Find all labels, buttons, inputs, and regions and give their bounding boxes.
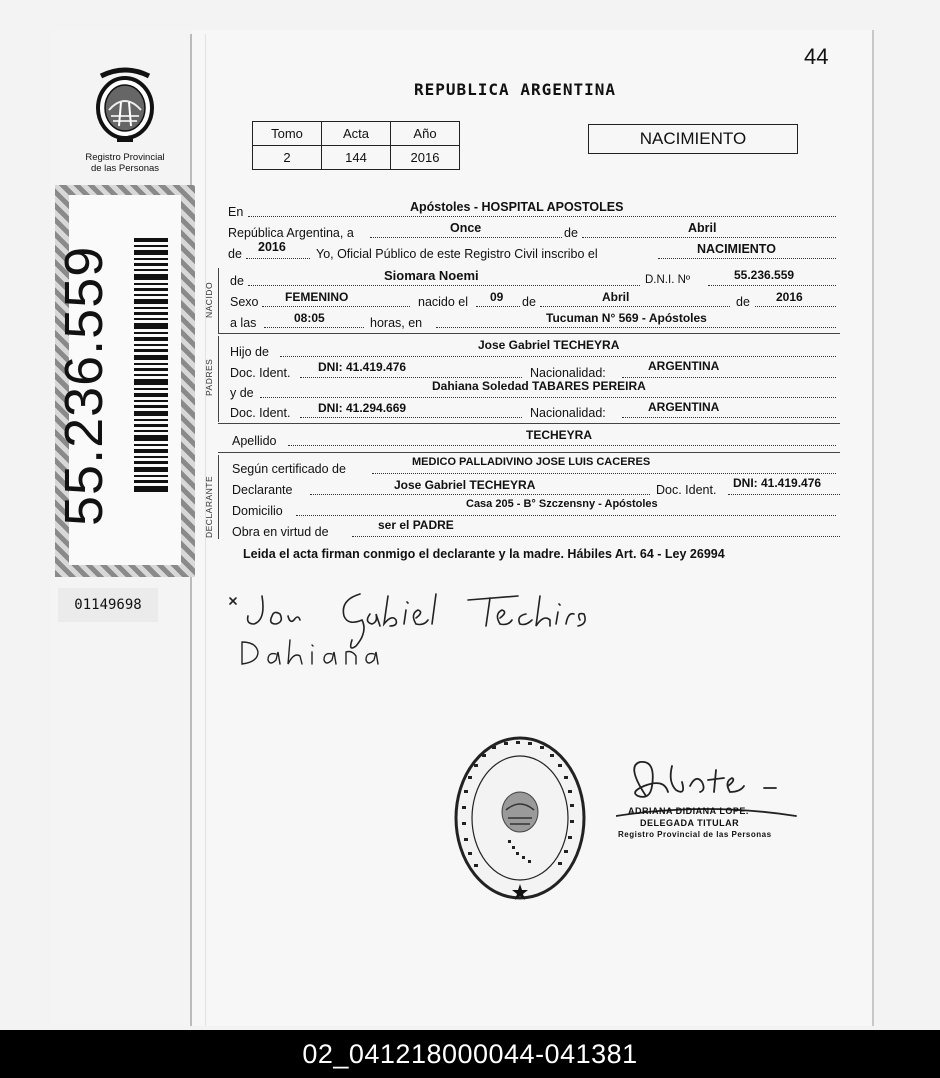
header-tomo: Tomo	[253, 122, 322, 146]
dots-apellido	[288, 445, 836, 446]
dots-dni	[708, 285, 836, 286]
section-label-declarante: DECLARANTE	[204, 475, 214, 538]
label-hijo-de: Hijo de	[230, 345, 269, 359]
dots-sexo	[262, 306, 410, 307]
dots-obra	[352, 536, 840, 537]
dots-certificado	[372, 473, 836, 474]
dots-madre	[260, 397, 836, 398]
label-obra: Obra en virtud de	[232, 525, 329, 539]
value-domicilio: Casa 205 - B° Szczensny - Apóstoles	[466, 498, 658, 510]
serial-number: 01149698	[58, 588, 158, 622]
dots-dia	[370, 237, 562, 238]
label-domicilio: Domicilio	[232, 504, 283, 518]
label-apellido: Apellido	[232, 434, 277, 448]
value-madre: Dahiana Soledad TABARES PEREIRA	[432, 379, 646, 393]
dots-tipo	[658, 258, 836, 259]
label-oficial: Yo, Oficial Público de este Registro Civil inscribo el	[316, 247, 598, 261]
label-de-mes: de	[564, 226, 578, 240]
label-declarante: Declarante	[232, 483, 293, 497]
dots-madre-nac	[622, 417, 836, 418]
value-madre-nac: ARGENTINA	[648, 400, 720, 414]
dots-declarante-dni	[728, 494, 840, 495]
label-de-year: de	[228, 247, 242, 261]
value-declarante-dni: DNI: 41.419.476	[733, 476, 822, 490]
divider-padres	[218, 423, 840, 424]
dots-madre-dni	[300, 417, 522, 418]
value-padre: Jose Gabriel TECHEYRA	[478, 338, 620, 352]
officer-name: ADRIANA DIDIANA LOPE.	[628, 806, 749, 816]
value-tipo: NACIMIENTO	[697, 242, 776, 256]
provincial-seal-icon	[91, 66, 159, 148]
value-dni: 55.236.559	[734, 268, 795, 282]
label-doc-ident-declarante: Doc. Ident.	[656, 483, 717, 497]
section-label-nacido: NACIDO	[204, 281, 214, 318]
officer-office: Registro Provincial de las Personas	[618, 830, 772, 839]
registry-round-stamp	[450, 732, 590, 904]
value-nombre: Siomara Noemi	[384, 268, 479, 283]
dots-nombre	[248, 285, 640, 286]
registry-table	[252, 121, 460, 170]
value-dia-nac: 09	[490, 290, 504, 304]
dots-anio-nac	[755, 306, 836, 307]
value-lugar: Apóstoles - HOSPITAL APOSTOLES	[410, 200, 624, 214]
label-dni: D.N.I. Nº	[645, 274, 691, 286]
value-padre-nac: ARGENTINA	[648, 359, 720, 373]
label-doc-ident-padre: Doc. Ident.	[230, 366, 291, 380]
record-type-box: NACIMIENTO	[588, 124, 798, 154]
footer-code: 02_041218000044-041381	[302, 1039, 638, 1069]
dots-domicilio	[296, 515, 836, 516]
value-obra: ser el PADRE	[378, 518, 454, 532]
value-acta: 144	[322, 146, 391, 170]
value-anio-nac: 2016	[776, 290, 803, 304]
dots-mes	[582, 237, 836, 238]
header-acta: Acta	[322, 122, 391, 146]
document-title: REPUBLICA ARGENTINA	[413, 80, 617, 99]
label-a-las: a las	[230, 316, 257, 330]
nacido-section-bar	[218, 268, 219, 334]
label-nacido-el: nacido el	[418, 295, 469, 309]
label-de-nombre: de	[230, 274, 244, 288]
value-dia-letras: Once	[450, 221, 482, 235]
declarante-section-bar	[218, 455, 219, 539]
value-apellido: TECHEYRA	[526, 428, 593, 442]
value-mes: Abril	[688, 221, 717, 235]
dots-mes-nac	[540, 306, 730, 307]
value-mes-nac: Abril	[602, 290, 630, 304]
officer-title: DELEGADA TITULAR	[640, 818, 740, 828]
registry-label-line1: Registro Provincial	[85, 152, 165, 163]
label-doc-ident-madre: Doc. Ident.	[230, 406, 291, 420]
dots-dia-nac	[476, 306, 520, 307]
value-lugar-nac: Tucuman N° 569 - Apóstoles	[546, 311, 707, 325]
father-signature	[228, 590, 588, 674]
divider-apellido	[218, 452, 840, 453]
barcode-icon	[134, 238, 168, 492]
value-madre-dni: DNI: 41.294.669	[318, 401, 407, 415]
officer-stamp	[618, 805, 772, 841]
value-hora: 08:05	[294, 311, 325, 325]
dots-padre-nac	[622, 377, 836, 378]
page-number: 44	[804, 44, 829, 69]
dots-declarante	[310, 494, 650, 495]
dots-year	[246, 258, 310, 259]
label-sexo: Sexo	[230, 295, 259, 309]
label-de-anio-nac: de	[736, 295, 750, 309]
value-certificado: MEDICO PALLADIVINO JOSE LUIS CACERES	[412, 456, 651, 468]
dots-hora	[264, 327, 364, 328]
dots-lugar-nac	[436, 327, 836, 328]
label-nacionalidad-padre: Nacionalidad:	[530, 366, 606, 380]
value-anio: 2016	[258, 240, 286, 254]
padres-section-bar	[218, 336, 219, 422]
value-tomo: 2	[253, 146, 322, 170]
label-horas-en: horas, en	[370, 316, 423, 330]
header-anio: Año	[391, 122, 460, 146]
section-label-padres: PADRES	[204, 358, 214, 396]
dni-vertical: 55.236.559	[54, 245, 114, 526]
dots-padre	[280, 356, 836, 357]
label-nacionalidad-madre: Nacionalidad:	[530, 406, 606, 420]
label-segun: Según certificado de	[232, 462, 346, 476]
label-y-de: y de	[230, 386, 254, 400]
label-en: En	[228, 205, 244, 219]
registry-label-line2: de las Personas	[90, 163, 160, 174]
value-sexo: FEMENINO	[285, 290, 349, 304]
label-republica: República Argentina, a	[228, 226, 354, 240]
value-anio: 2016	[391, 146, 460, 170]
divider-nacido	[218, 333, 840, 334]
label-de-mes-nac: de	[522, 295, 536, 309]
registry-table-value-row	[253, 146, 460, 170]
value-padre-dni: DNI: 41.419.476	[318, 360, 407, 374]
dots-padre-dni	[300, 377, 522, 378]
page-edge	[872, 30, 874, 1026]
value-declarante: Jose Gabriel TECHEYRA	[394, 478, 536, 492]
closing-statement: Leida el acta firman conmigo el declarante y la madre. Hábiles Art. 64 - Ley 26994	[243, 547, 725, 561]
registry-table-header-row	[253, 122, 460, 146]
dots-en	[248, 216, 836, 217]
